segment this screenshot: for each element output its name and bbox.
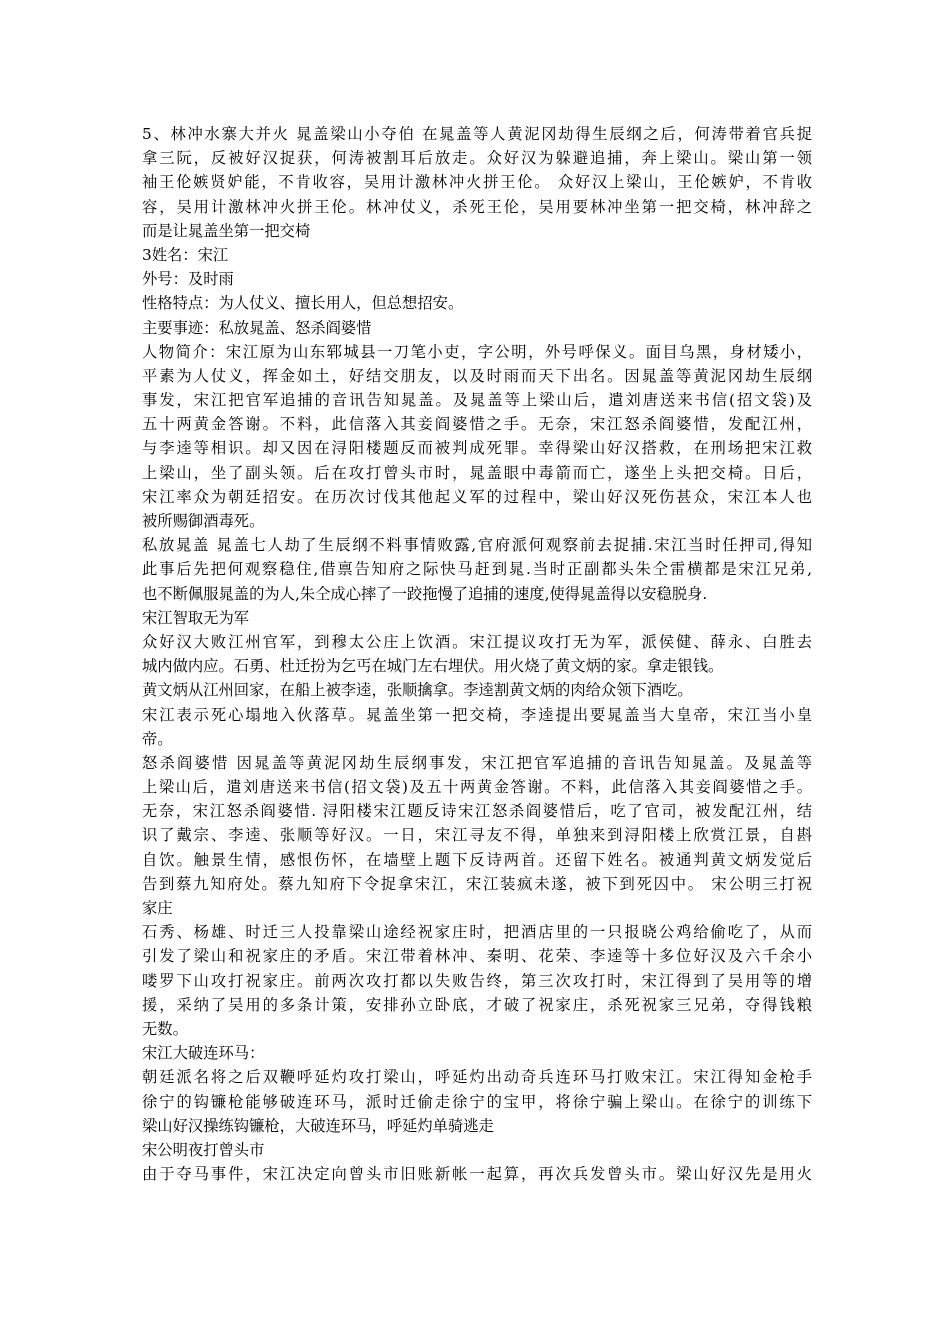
text-line: 五十两黄金答谢。不料，此信落入其妾阎婆惜之手。无奈，宋江怒杀阎婆惜，发配江州， — [142, 415, 812, 434]
text-line: 而是让晁盖坐第一把交椅 — [142, 221, 311, 240]
text-line: 5、林冲水寨大并火 晁盖梁山小夺伯 在晁盖等人黄泥冈劫得生辰纲之后，何涛带着官兵捉 — [142, 125, 812, 143]
text-line: 外号：及时雨 — [142, 270, 234, 289]
text-line: 主要事迹：私放晁盖、怒杀阎婆惜 — [142, 318, 372, 337]
text-line: 私放晁盖 晁盖七人劫了生辰纲不料事情败露,官府派何观察前去捉捕.宋江当时任押司,得知 — [142, 536, 812, 555]
text-line: 袖王伦嫉贤妒能，不肯收容，吴用计激林冲火拼王伦。 众好汉上梁山，王伦嫉妒，不肯收 — [142, 173, 812, 192]
text-line: 3姓名：宋江 — [142, 245, 229, 264]
text-line: 人物简介：宋江原为山东郓城县一刀笔小吏，字公明，外号呼保义。面目乌黑，身材矮小， — [142, 342, 812, 361]
text-line: 宋江表示死心塌地入伙落草。晁盖坐第一把交椅，李逵提出要晁盖当大皇帝，宋江当小皇 — [142, 705, 812, 724]
text-line: 引发了梁山和祝家庄的矛盾。宋江带着林冲、秦明、花荣、李逵等十多位好汉及六千余小 — [142, 947, 812, 966]
text-line: 告到蔡九知府处。蔡九知府下令捉拿宋江，宋江装疯未遂，被下到死囚中。 宋公明三打祝 — [142, 874, 812, 893]
text-line: 众好汉大败江州官军，到穆太公庄上饮酒。宋江提议攻打无为军，派侯健、薛永、白胜去 — [142, 632, 812, 651]
text-line: 性格特点：为人仗义、擅长用人，但总想招安。 — [142, 294, 464, 313]
text-line: 识了戴宗、李逵、张顺等好汉。一日，宋江寻友不得，单独来到浔阳楼上欣赏江景，自斟 — [142, 826, 812, 845]
text-line: 拿三阮，反被好汉捉获，何涛被割耳后放走。众好汉为躲避追捕，奔上梁山。梁山第一领 — [142, 149, 812, 168]
text-line: 与李逵等相识。却又因在浔阳楼题反而被判成死罪。幸得梁山好汉搭救，在刑场把宋江救 — [142, 439, 812, 458]
text-line: 宋江智取无为军 — [142, 608, 250, 627]
text-line: 怒杀阎婆惜 因晁盖等黄泥冈劫生辰纲事发，宋江把官军追捕的音讯告知晁盖。及晁盖等 — [142, 753, 812, 772]
text-line: 家庄 — [142, 899, 173, 917]
text-line: 事发，宋江把官军追捕的音讯告知晁盖。及晁盖等上梁山后，遣刘唐送来书信(招文袋)及 — [142, 391, 812, 410]
text-line: 也不断佩服晁盖的为人,朱仝成心摔了一跤拖慢了追捕的速度,使得晁盖得以安稳脱身. — [142, 584, 708, 603]
text-line: 被所赐御酒毒死。 — [142, 512, 265, 530]
text-line: 由于夺马事件，宋江决定向曾头市旧账新帐一起算，再次兵发曾头市。梁山好汉先是用火 — [142, 1165, 812, 1184]
text-line: 城内做内应。石勇、杜迁扮为乞丐在城门左右埋伏。用火烧了黄文炳的家。拿走银钱。 — [142, 657, 724, 676]
text-line: 上梁山，坐了副头领。后在攻打曾头市时，晁盖眼中毒箭而亡，遂坐上头把交椅。日后， — [142, 463, 812, 482]
text-line: 平素为人仗义，挥金如土，好结交朋友，以及时雨而天下出名。因晁盖等黄泥冈劫生辰纲 — [142, 366, 812, 385]
text-line: 黄文炳从江州回家，在船上被李逵，张顺擒拿。李逵割黄文炳的肉给众领下酒吃。 — [142, 681, 693, 700]
text-line: 此事后先把何观察稳住,借禀告知府之际快马赶到晁.当时正副都头朱仝雷横都是宋江兄弟, — [142, 560, 812, 579]
text-line: 自饮。触景生情，感恨伤怀，在墙壁上题下反诗两首。还留下姓名。被通判黄文炳发觉后 — [142, 850, 812, 869]
text-line: 石秀、杨雄、时迁三人投靠梁山途经祝家庄时，把酒店里的一只报晓公鸡给偷吃了，从而 — [142, 923, 812, 942]
text-line: 无奈，宋江怒杀阎婆惜. 浔阳楼宋江题反诗宋江怒杀阎婆惜后，吃了官司，被发配江州，结 — [142, 802, 812, 821]
text-line: 上梁山后，遣刘唐送来书信(招文袋)及五十两黄金答谢。不料，此信落入其妾阎婆惜之手。 — [142, 778, 812, 797]
text-line: 无数。 — [142, 1019, 188, 1038]
text-line: 宋江大破连环马： — [142, 1044, 265, 1063]
text-line: 宋公明夜打曾头市 — [142, 1140, 265, 1159]
document-page — [142, 122, 812, 1186]
text-line: 援，采纳了吴用的多条计策，安排孙立卧底，才破了祝家庄，杀死祝家三兄弟，夺得钱粮 — [142, 995, 812, 1014]
text-line: 朝廷派名将之后双鞭呼延灼攻打梁山，呼延灼出动奇兵连环马打败宋江。宋江得知金枪手 — [142, 1068, 812, 1087]
text-line: 宋江率众为朝廷招安。在历次讨伐其他起义军的过程中，梁山好汉死伤甚众，宋江本人也 — [142, 487, 812, 506]
text-line: 梁山好汉操练钩镰枪，大破连环马，呼延灼单骑逃走 — [142, 1116, 494, 1135]
text-line: 喽罗下山攻打祝家庄。前两次攻打都以失败告终，第三次攻打时，宋江得到了吴用等的增 — [142, 971, 812, 990]
text-line: 容，吴用计激林冲火拼王伦。林冲仗义，杀死王伦，吴用要林冲坐第一把交椅，林冲辞之 — [142, 197, 812, 216]
text-line: 徐宁的钩镰枪能够破连环马，派时迁偷走徐宁的宝甲，将徐宁骗上梁山。在徐宁的训练下 — [142, 1092, 812, 1111]
text-line: 帝。 — [142, 729, 173, 748]
